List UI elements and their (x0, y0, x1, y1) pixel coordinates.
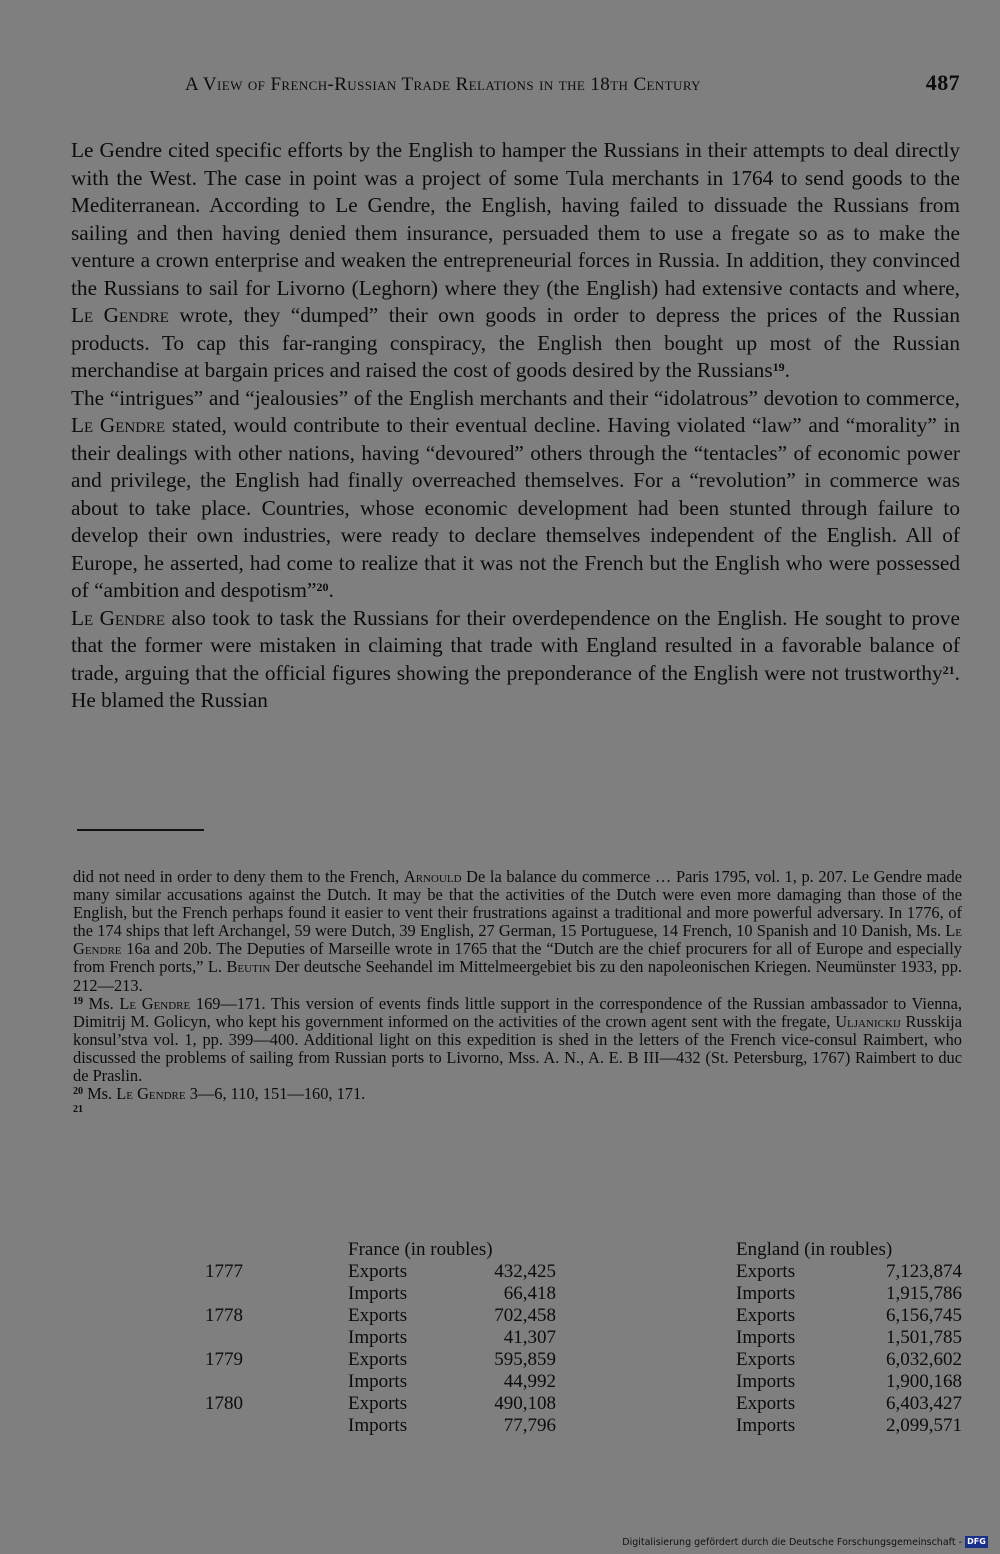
france-value-cell: 44,992 (503, 1371, 556, 1392)
paragraph-2 (71, 385, 960, 605)
france-type-cell: Imports (348, 1371, 408, 1392)
author-name: Le Gendre (71, 413, 166, 437)
digitization-credit: Digitalisierung gefördert durch die Deutsche Forschungsgemeinschaft - (622, 1537, 962, 1548)
footnote-ref-21[interactable]: 21 (942, 662, 955, 677)
paragraph-1 (71, 137, 960, 385)
france-value-cell: 432,425 (494, 1261, 556, 1282)
footnotes (73, 868, 962, 1121)
author-name: Le Gendre (71, 303, 169, 327)
france-type-cell: Imports (348, 1415, 408, 1436)
text-run: . He blamed the Russian (71, 660, 960, 712)
france-value-cell: 66,418 (503, 1283, 556, 1304)
footnote-continuation (73, 868, 962, 995)
england-type-cell: Imports (736, 1415, 796, 1436)
running-head-title: A View of French-Russian Trade Relations in the 18th Century (185, 74, 701, 95)
author-name: Le Gendre (116, 1084, 186, 1104)
france-type-cell: Exports (348, 1349, 408, 1370)
text-run: wrote, they “dumped” their own goods in order to depress the prices of the Russian products. To cap this far-ranging conspiracy, the English then bought up most of the Russian merchandise at bargain prices and raised the cost of goods desired by the Russians (71, 303, 960, 382)
text-run: The “intrigues” and “jealousies” of the English merchants and their “idolatrous” devotion to commerce, (71, 385, 960, 410)
footnote-ref-19[interactable]: 19 (772, 360, 785, 374)
france-type-cell: Imports (348, 1283, 408, 1304)
author-name: Le Gendre (73, 921, 962, 959)
page-number: 487 (925, 70, 960, 95)
france-value-cell: 595,859 (494, 1349, 556, 1370)
footnote-number: 19 (73, 995, 83, 1007)
running-head (185, 70, 960, 96)
footnote-19 (73, 995, 962, 1085)
body-text (71, 137, 960, 715)
text-run: 3—6, 110, 151—160, 171. (185, 1084, 366, 1104)
text-run: Der deutsche Seehandel im Mittelmeergebiet bis zu den napoleonischen Kriegen. Neumünster 1933, pp. 212—213. (73, 957, 962, 995)
england-type-cell: Exports (736, 1349, 796, 1370)
author-name: Uljanickij (835, 1011, 901, 1031)
france-value-cell: 490,108 (494, 1393, 556, 1414)
text-run: 16a and 20b. The Deputies of Marseille wrote in 1765 that the “Dutch are the chief procurers for all of Europe and especially from French ports,” L. (73, 939, 962, 977)
france-header: France (in roubles) (348, 1239, 493, 1260)
year-cell: 1778 (205, 1305, 243, 1326)
text-run: . (784, 358, 790, 382)
france-type-cell: Exports (348, 1261, 408, 1282)
author-name: Arnould (403, 867, 462, 886)
england-value-cell: 6,403,427 (886, 1393, 962, 1414)
england-value-cell: 1,900,168 (886, 1371, 962, 1392)
author-name: Le Gendre (71, 605, 166, 630)
trade-table (0, 1239, 1000, 1439)
england-header: England (in roubles) (736, 1239, 893, 1260)
england-value-cell: 7,123,874 (886, 1261, 962, 1282)
dfg-logo: DFG (965, 1536, 988, 1548)
text-run: Ms. (83, 993, 120, 1013)
england-type-cell: Exports (736, 1393, 796, 1414)
footnote-20 (73, 1085, 962, 1103)
text-run: . (328, 578, 334, 602)
text-run: did not need in order to deny them to the French, (73, 867, 404, 886)
year-cell: 1779 (205, 1349, 243, 1370)
text-run: Russkija konsul’stva vol. 1, pp. 399—400. Additional light on this expedition is shed in the letters of the French vice-consul Raimbert, who discussed the problems of sailing from Russian ports to Livorno, Mss. A. N., A. E. B III—432 (St. Petersburg, 1767) Raimbert to duc de Praslin. (73, 1011, 962, 1086)
footnote-number: 20 (73, 1086, 83, 1098)
year-cell: 1777 (205, 1261, 243, 1282)
text-run: De la balance du commerce … Paris 1795, vol. 1, p. 207. Le Gendre made many similar accusations against the Dutch. It may be that the activities of the Dutch were even more damaging than those of the English, but the French perhaps found it easier to vent their frustrations against a traditional and more powerful adversary. In 1776, of the 174 ships that left Archangel, 59 were Dutch, 39 English, 27 German, 15 Portuguese, 14 French, 10 Spanish and 10 Danish, Ms. (73, 867, 962, 941)
england-type-cell: Imports (736, 1283, 796, 1304)
france-type-cell: Exports (348, 1305, 408, 1326)
england-value-cell: 1,501,785 (886, 1327, 962, 1348)
footnote-ref-20[interactable]: 20 (316, 580, 329, 594)
text-run: also took to task the Russians for their overdependence on the English. He sought to prove that the former were mistaken in claiming that trade with England resulted in a favorable balance of trade, arguing that the official figures showing the preponderance of the English were not trustworthy (71, 605, 961, 685)
england-value-cell: 6,156,745 (886, 1305, 962, 1326)
text-run: Ms. (83, 1084, 117, 1104)
text-run: stated, would contribute to their eventual decline. Having violated “law” and “morality” in their dealings with other nations, having “devoured” others through the “tentacles” of economic power and privilege, the English had finally overreached themselves. For a “revolution” in commerce was about to take place. Countries, whose economic development had been stunted through failure to develop their own industries, were ready to declare themselves independent of the English. All of Europe, he asserted, had come to realize that it was not the French but the English who were possessed of “ambition and despotism” (71, 413, 961, 602)
france-type-cell: Imports (348, 1327, 408, 1348)
year-cell: 1780 (205, 1393, 243, 1414)
author-name: Le Gendre (119, 993, 191, 1013)
england-value-cell: 1,915,786 (886, 1283, 962, 1304)
france-value-cell: 702,458 (494, 1305, 556, 1326)
france-value-cell: 41,307 (503, 1327, 556, 1348)
england-value-cell: 6,032,602 (886, 1349, 962, 1370)
paragraph-3 (71, 605, 960, 715)
footnote-divider (77, 829, 204, 831)
text-run: Le Gendre cited specific efforts by the English to hamper the Russians in their attempts to deal directly with the West. The case in point was a project of some Tula merchants in 1764 to send goods to the Mediterranean. According to Le Gendre, the English, having failed to dissuade the Russians from sailing and then having denied them insurance, persuaded them to use a fregate so as to make the venture a crown enterprise and weaken the entrepreneurial forces in Russia. In addition, they convinced the Russians to sail for Livorno (Leghorn) where they (the English) had extensive contacts and where, (71, 138, 960, 300)
england-value-cell: 2,099,571 (886, 1415, 962, 1436)
england-type-cell: Exports (736, 1261, 796, 1282)
england-type-cell: Imports (736, 1371, 796, 1392)
england-type-cell: Imports (736, 1327, 796, 1348)
france-type-cell: Exports (348, 1393, 408, 1414)
england-type-cell: Exports (736, 1305, 796, 1326)
text-run: 169—171. This version of events finds little support in the correspondence of the Russian ambassador to Vienna, Dimitrij M. Golicyn, who kept his government informed on the activities of the crown agent sent with the fregate, (73, 993, 962, 1031)
france-value-cell: 77,796 (503, 1415, 556, 1436)
footnote-21 (73, 1103, 962, 1121)
footnote-number: 21 (73, 1104, 83, 1116)
author-name: Beutin (226, 957, 271, 977)
